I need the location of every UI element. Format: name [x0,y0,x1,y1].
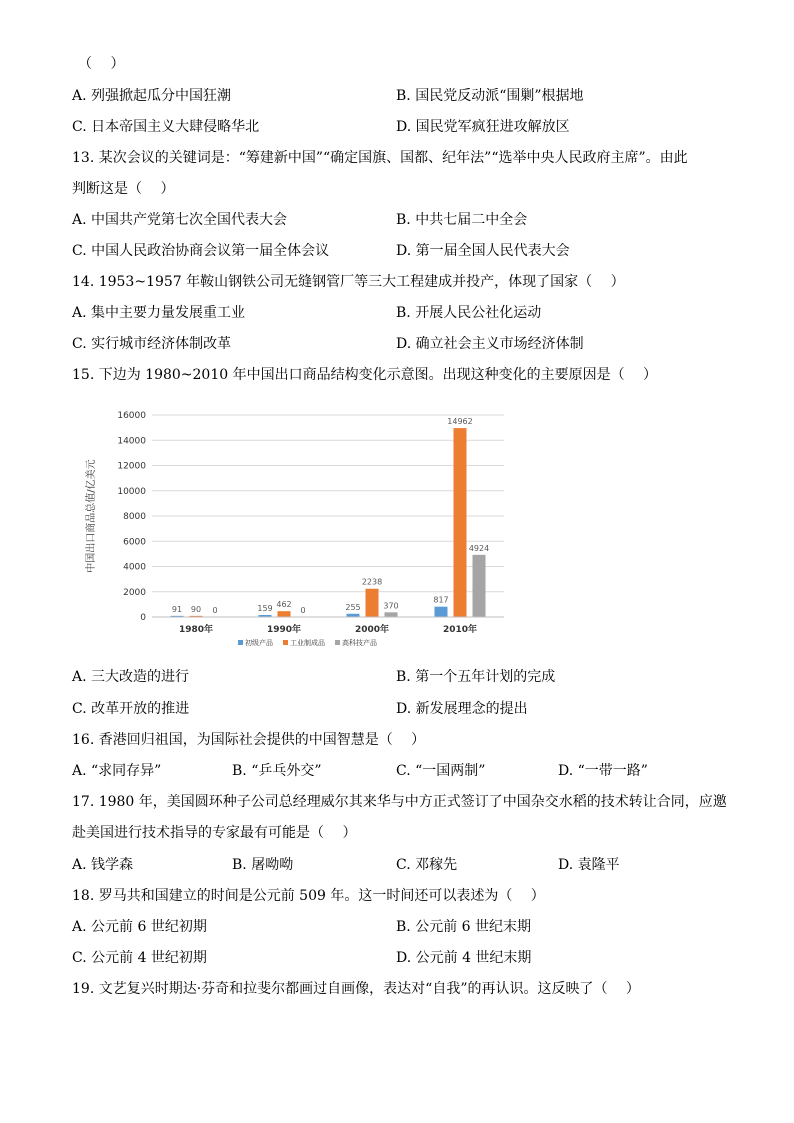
line-q17-l2: 赴美国进行技术指导的专家最有可能是（ ） [72,825,357,841]
legend-label: 高科技产品 [342,639,377,647]
bar-3-2000 [385,612,398,617]
data-label: 91 [171,604,183,614]
line-q15-a: A. 三大改造的进行 [72,669,190,685]
legend-swatch [335,640,340,645]
line-q14-c: C. 实行城市经济体制改革 [72,336,232,352]
line-q13-a: A. 中国共产党第七次全国代表大会 [72,212,288,228]
x-tick-label: 1980年 [178,625,214,635]
line-q18-l1: 18. 罗马共和国建立的时间是公元前 509 年。这一时间还可以表述为（ ） [72,888,545,904]
line-q17-l1: 17. 1980 年，美国圆环种子公司总经理威尔其来华与中方正式签订了中国杂交水稻的技术转让合同，应邀 [72,794,727,810]
line-q12-c: C. 日本帝国主义大肆侵略华北 [72,119,260,135]
line-q15-d: D. 新发展理念的提出 [396,701,528,717]
line-q12-b: B. 国民党反动派“围剿”根据地 [396,88,584,104]
data-label: 4924 [468,543,490,553]
line-q18-d: D. 公元前 4 世纪末期 [396,950,532,966]
line-q14-b: B. 开展人民公社化运动 [396,305,542,321]
data-label: 0 [300,606,306,615]
y-tick-label: 10000 [117,486,146,497]
line-q12-d: D. 国民党军疯狂进攻解放区 [396,119,570,135]
bar-3-2010 [473,555,486,617]
legend-swatch [283,640,288,645]
data-label: 462 [276,600,292,610]
bar-1-2010 [435,607,448,617]
data-label: 255 [345,602,361,612]
bar-2-2010 [454,428,467,617]
line-q13-l2: 判断这是（ ） [72,181,175,197]
data-label: 14962 [447,417,473,427]
legend-label: 工业制成品 [290,639,325,647]
line-q18-c: C. 公元前 4 世纪初期 [72,950,207,966]
bar-2-2000 [366,589,379,617]
line-q14-d: D. 确立社会主义市场经济体制 [396,336,584,352]
y-axis-label: 中国出口商品总值/亿美元 [86,459,97,573]
line-q15-l1: 15. 下边为 1980~2010 年中国出口商品结构变化示意图。出现这种变化的主要原因是（ ） [72,367,658,383]
export-structure-bar-chart [78,403,512,653]
y-tick-label: 14000 [117,436,146,447]
x-tick-label: 2000年 [354,625,390,635]
line-q16-b: B. “乒乓外交” [232,763,322,779]
line-q12-a: A. 列强掀起瓜分中国狂潮 [72,88,232,104]
line-q17-b: B. 屠呦呦 [232,857,294,873]
y-tick-label: 2000 [123,587,146,598]
legend-label: 初级产品 [245,639,273,647]
line-q16-l1: 16. 香港回归祖国，为国际社会提供的中国智慧是（ ） [72,732,426,748]
line-q19-l1: 19. 文艺复兴时期达·芬奇和拉斐尔都画过自画像，表达对“自我”的再认识。这反映了（ ） [72,981,640,997]
data-label: 0 [212,606,218,615]
y-tick-label: 12000 [117,461,146,472]
line-q13-d: D. 第一届全国人民代表大会 [396,243,570,259]
bar-2-1990 [278,611,291,617]
data-label: 159 [257,603,273,613]
y-tick-label: 0 [140,613,146,623]
line-q17-a: A. 钱学森 [72,857,134,873]
x-tick-label: 1990年 [266,625,302,635]
line-q18-a: A. 公元前 6 世纪初期 [72,919,207,935]
line-q16-a: A. “求同存异” [72,763,162,779]
y-tick-label: 16000 [117,411,146,421]
y-tick-label: 4000 [123,562,146,573]
line-q16-c: C. “一国两制” [396,763,486,779]
line-q14-a: A. 集中主要力量发展重工业 [72,305,246,321]
y-tick-label: 6000 [123,537,146,548]
line-q13-c: C. 中国人民政治协商会议第一届全体会议 [72,243,330,259]
line-q12-paren: （ ） [78,56,125,72]
line-q13-l1: 13. 某次会议的关键词是：“筹建新中国”“确定国旗、国都、纪年法”“选举中央人民政府主席”。由此 [72,150,688,166]
data-label: 2238 [361,577,383,587]
line-q17-d: D. 袁隆平 [558,857,620,873]
data-label: 370 [383,601,399,611]
data-label: 817 [433,595,449,605]
line-q13-b: B. 中共七届二中全会 [396,212,528,228]
line-q16-d: D. “一带一路” [558,763,648,779]
line-q15-b: B. 第一个五年计划的完成 [396,669,556,685]
line-q15-c: C. 改革开放的推进 [72,701,190,717]
x-tick-label: 2010年 [442,625,478,635]
line-q18-b: B. 公元前 6 世纪末期 [396,919,531,935]
line-q17-c: C. 邓稼先 [396,857,458,873]
y-tick-label: 8000 [123,512,146,522]
data-label: 90 [190,604,202,614]
legend-swatch [238,640,243,645]
line-q14-l1: 14. 1953~1957 年鞍山钢铁公司无缝钢管厂等三大工程建成并投产，体现了国家（ ） [72,274,625,290]
